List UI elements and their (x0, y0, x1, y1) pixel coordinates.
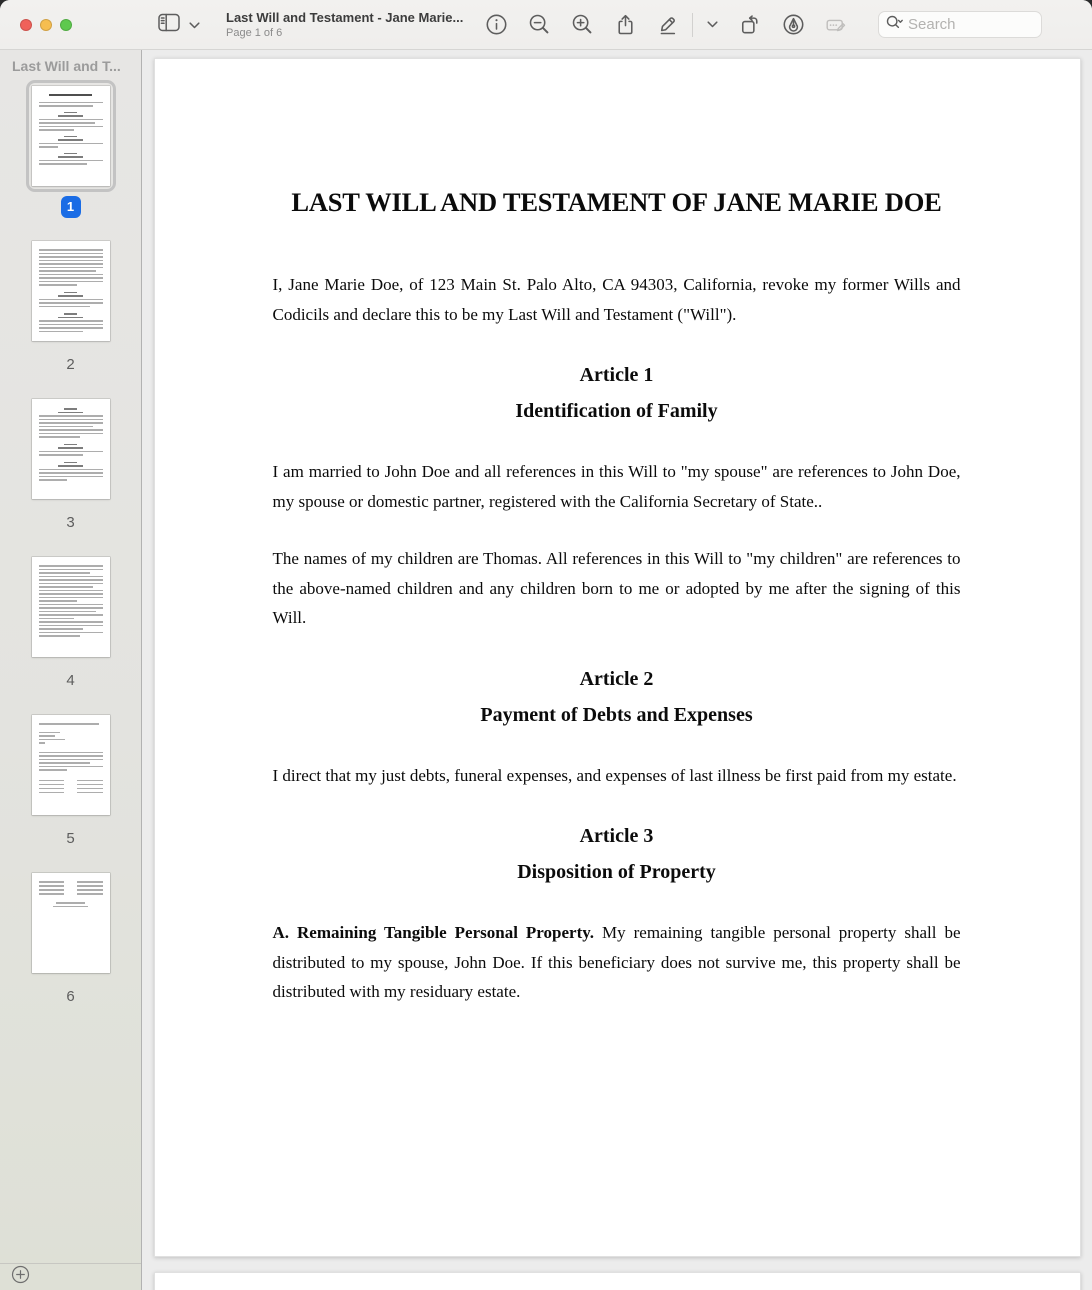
window-title-block (226, 10, 463, 39)
zoom-in-button[interactable] (569, 12, 595, 38)
thumbnail-sidebar (0, 50, 142, 1290)
thumbnail-selection-ring (26, 393, 116, 505)
thumbnail-list (0, 78, 141, 1263)
document-intro-paragraph: I, Jane Marie Doe, of 123 Main St. Palo Alto, CA 94303, California, revoke my former Wills and Codicils and declare this to be my Last Will and Testament ("Will"). (272, 275, 961, 324)
paragraph-bold-lead: A. Remaining Tangible Personal Property. (272, 923, 595, 942)
sidebar-document-name: Last Will and T... (12, 58, 121, 74)
page-number-label: 3 (66, 514, 75, 531)
search-input[interactable] (908, 16, 1034, 33)
thumbnail-preview (32, 241, 110, 341)
thumbnail-preview (32, 86, 110, 186)
article-title: Identification of Family (515, 400, 718, 422)
page-2-top-edge (154, 1272, 1081, 1290)
toolbar-buttons (483, 11, 1092, 38)
article-number: Article 3 (579, 825, 654, 847)
zoom-button[interactable] (60, 19, 72, 31)
article-section (273, 661, 961, 791)
add-circle-icon[interactable] (11, 1265, 30, 1289)
zoom-out-button[interactable] (526, 12, 552, 38)
document-paragraph: The names of my children are Thomas. All references in this Will to "my children" are references to the above-named children and any children born to me or adopted by me after the signing of this Will. (272, 549, 961, 627)
document-paragraph: I direct that my just debts, funeral expenses, and expenses of last illness be first paid from my estate. (272, 765, 957, 785)
close-button[interactable] (20, 19, 32, 31)
sidebar-toggle-button[interactable] (158, 13, 200, 37)
thumbnail-page-1[interactable] (26, 80, 116, 218)
rotate-left-button[interactable] (737, 12, 763, 38)
article-section (273, 357, 961, 633)
thumbnail-page-3[interactable] (26, 393, 116, 534)
thumbnail-selection-ring (26, 551, 116, 663)
page-1 (154, 58, 1081, 1257)
thumbnail-preview (32, 873, 110, 973)
thumbnail-page-6[interactable] (26, 867, 116, 1008)
thumbnail-page-2[interactable] (26, 235, 116, 376)
sidebar-panel-icon (158, 13, 180, 37)
pen-nib-circle-button[interactable] (780, 12, 806, 38)
document-paragraph: I am married to John Doe and all references in this Will to "my spouse" are references to John Doe, my spouse or domestic partner, registered with the California Secretary of State.. (272, 462, 961, 511)
article-number: Article 1 (579, 364, 654, 386)
thumbnail-selection-ring (26, 235, 116, 347)
form-fill-button[interactable] (823, 12, 849, 38)
thumbnail-selection-ring (26, 709, 116, 821)
thumbnail-preview (32, 557, 110, 657)
document-title: LAST WILL AND TESTAMENT OF JANE MARIE DOE (291, 187, 942, 217)
search-field[interactable] (878, 11, 1042, 38)
toolbar-divider (692, 13, 693, 37)
page-number-label: 2 (66, 356, 75, 373)
info-button[interactable] (483, 12, 509, 38)
article-section (273, 818, 961, 1007)
page-indicator: Page 1 of 6 (226, 27, 283, 39)
article-number: Article 2 (579, 667, 654, 690)
chevron-down-icon (189, 16, 200, 34)
markup-pen-button[interactable] (655, 12, 681, 38)
thumbnail-preview (32, 399, 110, 499)
markup-dropdown-button[interactable] (704, 12, 720, 38)
sidebar-footer (0, 1263, 141, 1290)
minimize-button[interactable] (40, 19, 52, 31)
traffic-lights (0, 19, 72, 31)
document-paragraph: A. Remaining Tangible Personal Property. My remaining tangible personal property shall be distributed to my spouse, John Doe. If this beneficiary does not survive me, this property shall be distributed with my residuary estate. (272, 923, 961, 1001)
article-title: Payment of Debts and Expenses (480, 703, 753, 726)
share-button[interactable] (612, 12, 638, 38)
thumbnail-selection-ring (26, 80, 116, 192)
page-number-label: 5 (66, 830, 75, 847)
window-title: Last Will and Testament - Jane Marie... (226, 10, 464, 25)
page-number-badge: 1 (61, 196, 81, 218)
thumbnail-page-4[interactable] (26, 551, 116, 692)
page-number-label: 6 (66, 988, 75, 1005)
thumbnail-preview (32, 715, 110, 815)
search-magnifier-icon (886, 15, 904, 35)
page-number-label: 4 (66, 672, 75, 689)
article-title: Disposition of Property (517, 861, 716, 883)
document-view[interactable] (142, 50, 1092, 1290)
articles-container (273, 357, 961, 1007)
titlebar-toolbar (0, 0, 1092, 50)
thumbnail-selection-ring (26, 867, 116, 979)
thumbnail-page-5[interactable] (26, 709, 116, 850)
